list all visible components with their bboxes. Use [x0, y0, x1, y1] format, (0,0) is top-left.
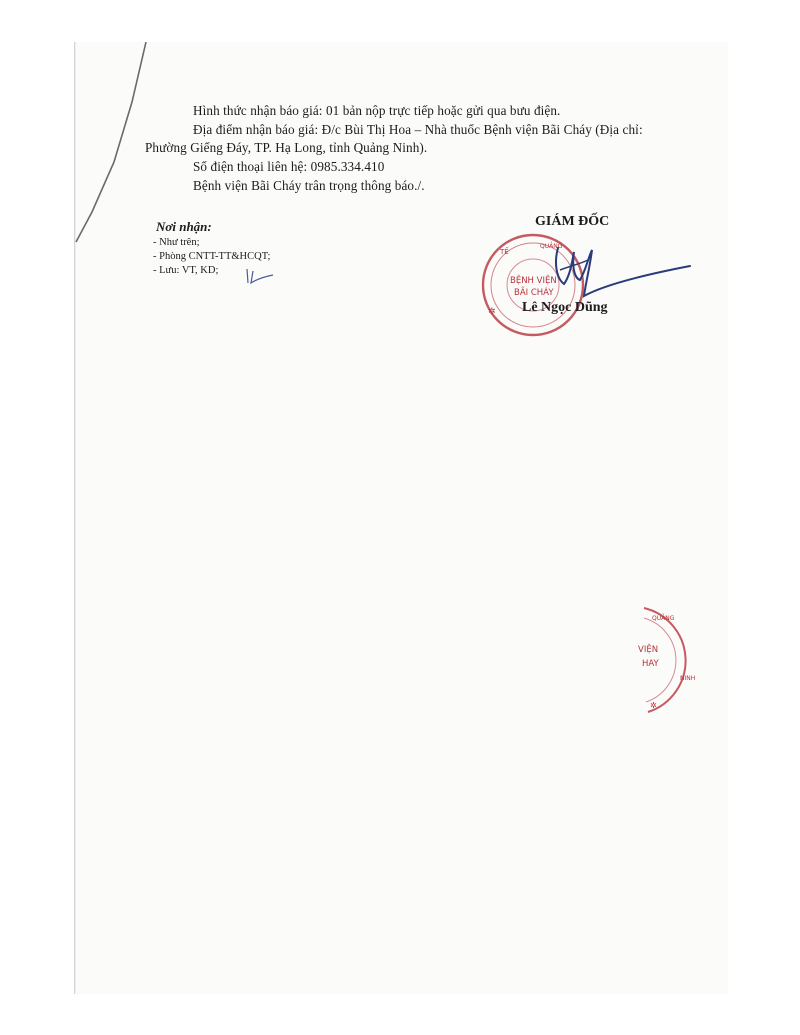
recipient-item: - Lưu: VT, KD; — [153, 265, 219, 276]
partial-stamp-rim-side: NINH — [680, 675, 696, 682]
partial-stamp-rim-top: QUẢNG — [652, 615, 675, 622]
page-fold-line — [74, 42, 164, 302]
body-line-3: Phường Giếng Đáy, TP. Hạ Long, tỉnh Quảng Ninh). — [145, 140, 428, 155]
recipients-title: Nơi nhận: — [156, 219, 212, 234]
body-line-5: Bệnh viện Bãi Cháy trân trọng thông báo./. — [193, 178, 425, 193]
stamp-text-2: BÃI CHÁY — [514, 288, 554, 298]
body-line-4: Số điện thoại liên hệ: 0985.334.410 — [193, 159, 385, 174]
stamp-star-mark: ✲ — [488, 307, 496, 317]
partial-stamp — [594, 600, 704, 720]
partial-stamp-text-1: VIỆN — [638, 645, 659, 655]
stamp-text-1: BỆNH VIỆN — [510, 276, 557, 286]
stamp-rim-text-right: QUẢNG — [540, 243, 563, 250]
body-line-1: Hình thức nhận báo giá: 01 bản nộp trực tiếp hoặc gửi qua bưu điện. — [193, 103, 561, 118]
recipient-item: - Phòng CNTT-TT&HCQT; — [153, 251, 271, 262]
handwritten-initial — [243, 265, 277, 289]
recipient-item: - Như trên; — [153, 237, 200, 248]
body-line-2: Địa điểm nhận báo giá: Đ/c Bùi Thị Hoa – Nhà thuốc Bệnh viện Bãi Cháy (Địa chỉ: — [193, 122, 643, 137]
partial-stamp-text-2: HAY — [642, 659, 659, 669]
partial-stamp-star: ✲ — [650, 701, 657, 710]
director-title: GIÁM ĐỐC — [535, 214, 610, 229]
signer-name: Lê Ngọc Dũng — [522, 300, 608, 315]
stamp-rim-text-left: TẾ — [500, 248, 509, 256]
